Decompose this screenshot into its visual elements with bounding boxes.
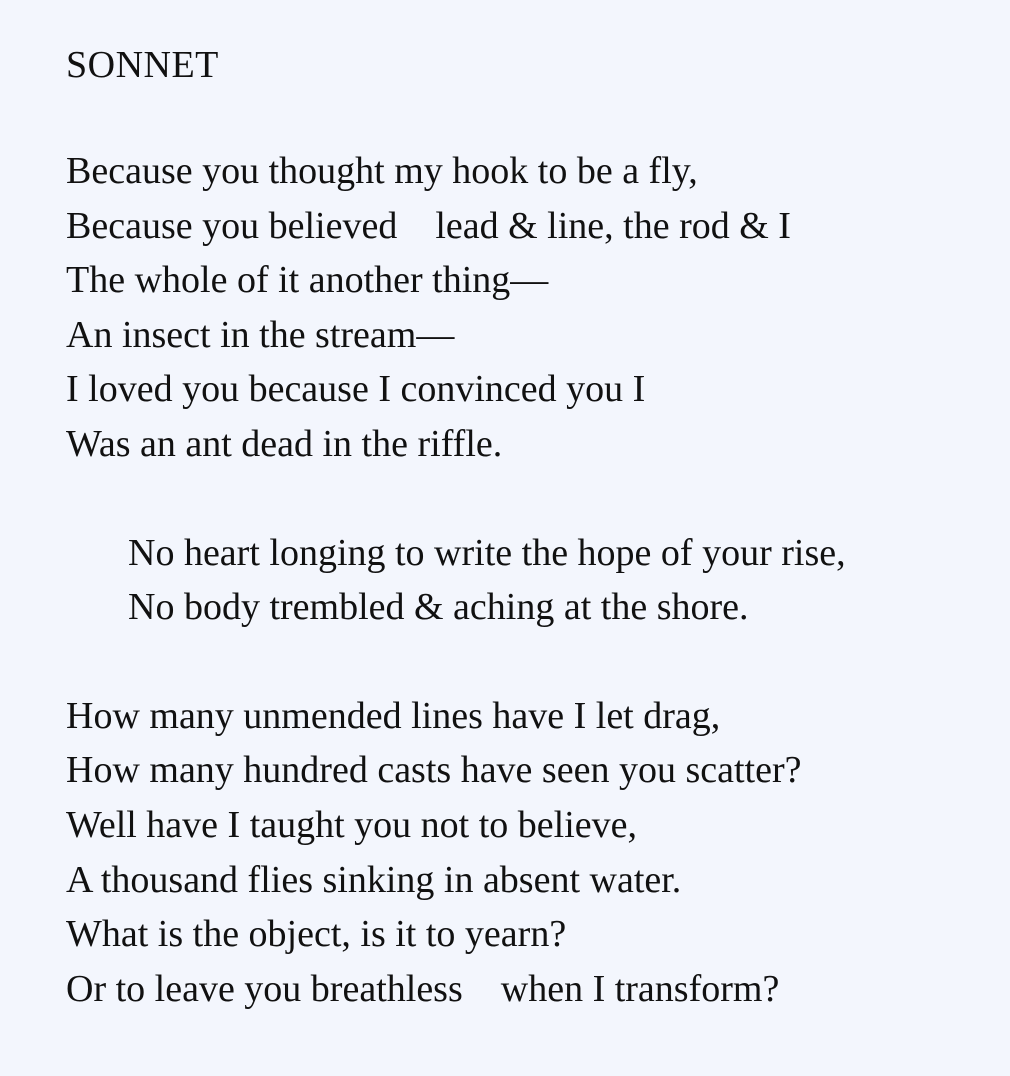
poem-line: The whole of it another thing— bbox=[66, 259, 549, 302]
poem-line: How many unmended lines have I let drag, bbox=[66, 694, 721, 737]
stanza-1 bbox=[66, 144, 996, 472]
poem-line: How many hundred casts have seen you scatter? bbox=[66, 749, 802, 792]
poem-title: SONNET bbox=[66, 44, 219, 86]
poem-line: An insect in the stream— bbox=[66, 313, 455, 356]
poem-line: I loved you because I convinced you I bbox=[66, 368, 646, 411]
stanza-2-indented bbox=[66, 526, 996, 635]
poem-line: What is the object, is it to yearn? bbox=[66, 913, 567, 956]
poem-line: Was an ant dead in the riffle. bbox=[66, 422, 503, 465]
poem-line: A thousand flies sinking in absent water. bbox=[66, 858, 682, 901]
poem-line: Well have I taught you not to believe, bbox=[66, 803, 638, 846]
stanza-3 bbox=[66, 689, 996, 1017]
poem-line: No heart longing to write the hope of your rise, bbox=[128, 531, 846, 574]
poem-line: Because you believed lead & line, the rod & I bbox=[66, 204, 791, 247]
poem-page bbox=[66, 38, 996, 1016]
poem-line: Or to leave you breathless when I transform? bbox=[66, 967, 780, 1010]
poem-line: No body trembled & aching at the shore. bbox=[128, 586, 749, 629]
poem-line: Because you thought my hook to be a fly, bbox=[66, 150, 698, 192]
